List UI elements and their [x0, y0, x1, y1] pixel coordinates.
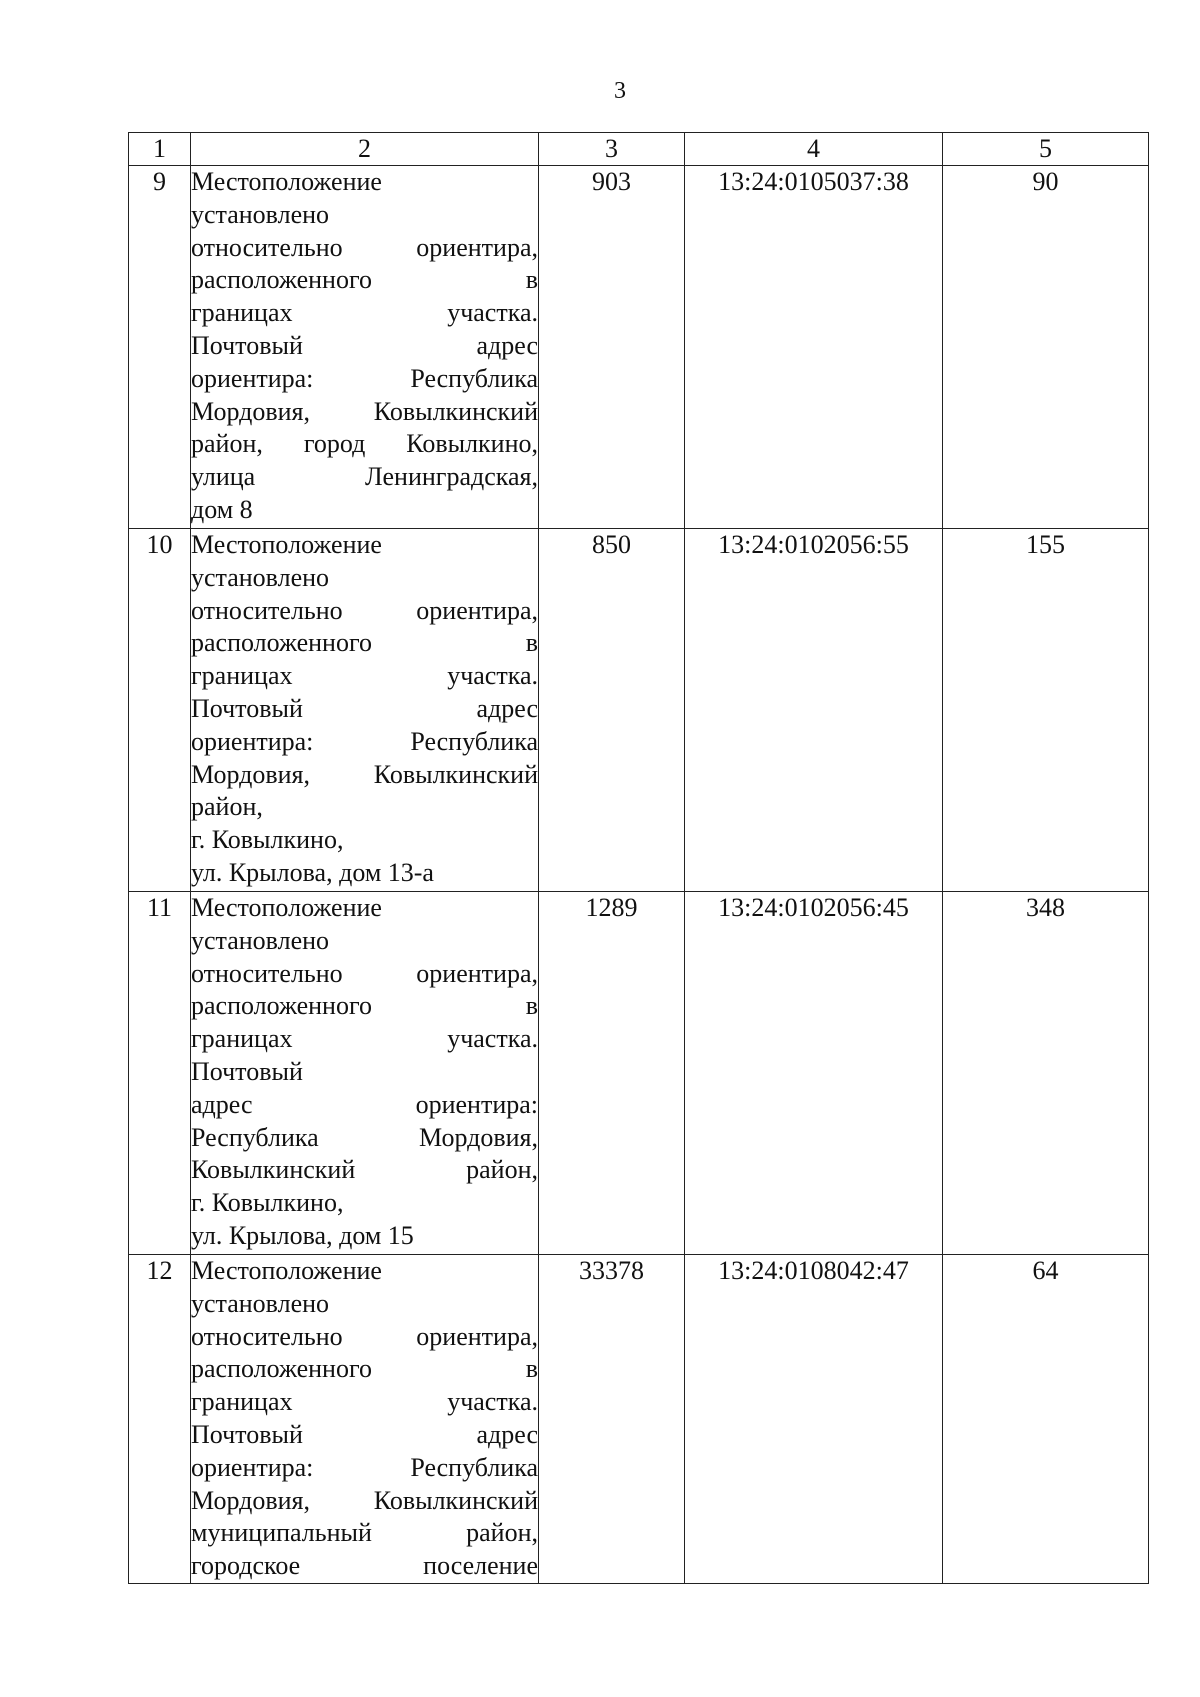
column-5-value: 64 [943, 1255, 1149, 1584]
column-header-4: 4 [685, 133, 943, 166]
land-plots-table [128, 132, 1149, 1584]
address-line: Местоположение [191, 893, 382, 922]
address-line: установлено [191, 1288, 330, 1318]
location-description [191, 529, 539, 892]
column-5-value: 155 [943, 529, 1149, 892]
cadastral-number: 13:24:0102056:55 [685, 529, 943, 892]
address-line: относительно ориентира, [191, 1321, 538, 1351]
plot-area: 33378 [539, 1255, 685, 1584]
address-line: границах участка. [191, 1387, 538, 1417]
address-line: Почтовый адрес [191, 693, 538, 723]
address-line: г. Ковылкино, [191, 1188, 344, 1218]
address-line: относительно ориентира, [191, 595, 538, 625]
address-line: границах участка. [191, 661, 538, 691]
address-line: расположенного в [191, 1354, 538, 1384]
plot-area: 850 [539, 529, 685, 892]
address-line: муниципальный район, [191, 1518, 538, 1548]
page-number: 3 [614, 78, 626, 104]
address-line: расположенного в [191, 265, 538, 295]
row-number: 9 [129, 166, 191, 529]
address-line: относительно ориентира, [191, 958, 538, 988]
address-line: Республика Мордовия, [191, 1122, 538, 1152]
address-line: Местоположение [191, 167, 382, 196]
address-line: Местоположение [191, 530, 382, 559]
location-description [191, 1255, 539, 1584]
table-row [129, 1255, 1149, 1584]
address-line: район, город Ковылкино, [191, 429, 538, 459]
address-line: адрес ориентира: [191, 1089, 538, 1119]
address-line: район, [191, 792, 263, 822]
address-line: установлено [191, 925, 330, 955]
location-description [191, 892, 539, 1255]
address-line: границах участка. [191, 1024, 538, 1054]
address-line: ул. Крылова, дом 13-а [191, 857, 434, 887]
address-line: Ковылкинский район, [191, 1155, 538, 1185]
address-line: Мордовия, Ковылкинский [191, 396, 538, 426]
address-line: расположенного в [191, 991, 538, 1021]
table-header-row [129, 133, 1149, 166]
row-number: 11 [129, 892, 191, 1255]
address-line: Почтовый [191, 1056, 303, 1086]
table-row [129, 166, 1149, 529]
address-line: ул. Крылова, дом 15 [191, 1220, 414, 1250]
table-row [129, 892, 1149, 1255]
table-row [129, 529, 1149, 892]
column-header-3: 3 [539, 133, 685, 166]
address-line: ориентира: Республика [191, 363, 538, 393]
plot-area: 903 [539, 166, 685, 529]
column-header-1: 1 [129, 133, 191, 166]
address-line: Мордовия, Ковылкинский [191, 1485, 538, 1515]
cadastral-number: 13:24:0105037:38 [685, 166, 943, 529]
plot-area: 1289 [539, 892, 685, 1255]
address-line: улица Ленинградская, [191, 462, 538, 492]
cadastral-number: 13:24:0102056:45 [685, 892, 943, 1255]
address-line: установлено [191, 199, 330, 229]
address-line: Местоположение [191, 1256, 382, 1285]
row-number: 10 [129, 529, 191, 892]
cadastral-number: 13:24:0108042:47 [685, 1255, 943, 1584]
address-line: городское поселение [191, 1551, 538, 1581]
column-header-2: 2 [191, 133, 539, 166]
row-number: 12 [129, 1255, 191, 1584]
address-line: ориентира: Республика [191, 726, 538, 756]
address-line: г. Ковылкино, [191, 825, 344, 855]
address-line: ориентира: Республика [191, 1452, 538, 1482]
address-line: установлено [191, 562, 330, 592]
address-line: Почтовый адрес [191, 1419, 538, 1449]
address-line: Мордовия, Ковылкинский [191, 759, 538, 789]
column-header-5: 5 [943, 133, 1149, 166]
address-line: Почтовый адрес [191, 330, 538, 360]
address-line: границах участка. [191, 298, 538, 328]
location-description [191, 166, 539, 529]
address-line: дом 8 [191, 494, 253, 524]
address-line: расположенного в [191, 628, 538, 658]
address-line: относительно ориентира, [191, 232, 538, 262]
column-5-value: 90 [943, 166, 1149, 529]
column-5-value: 348 [943, 892, 1149, 1255]
